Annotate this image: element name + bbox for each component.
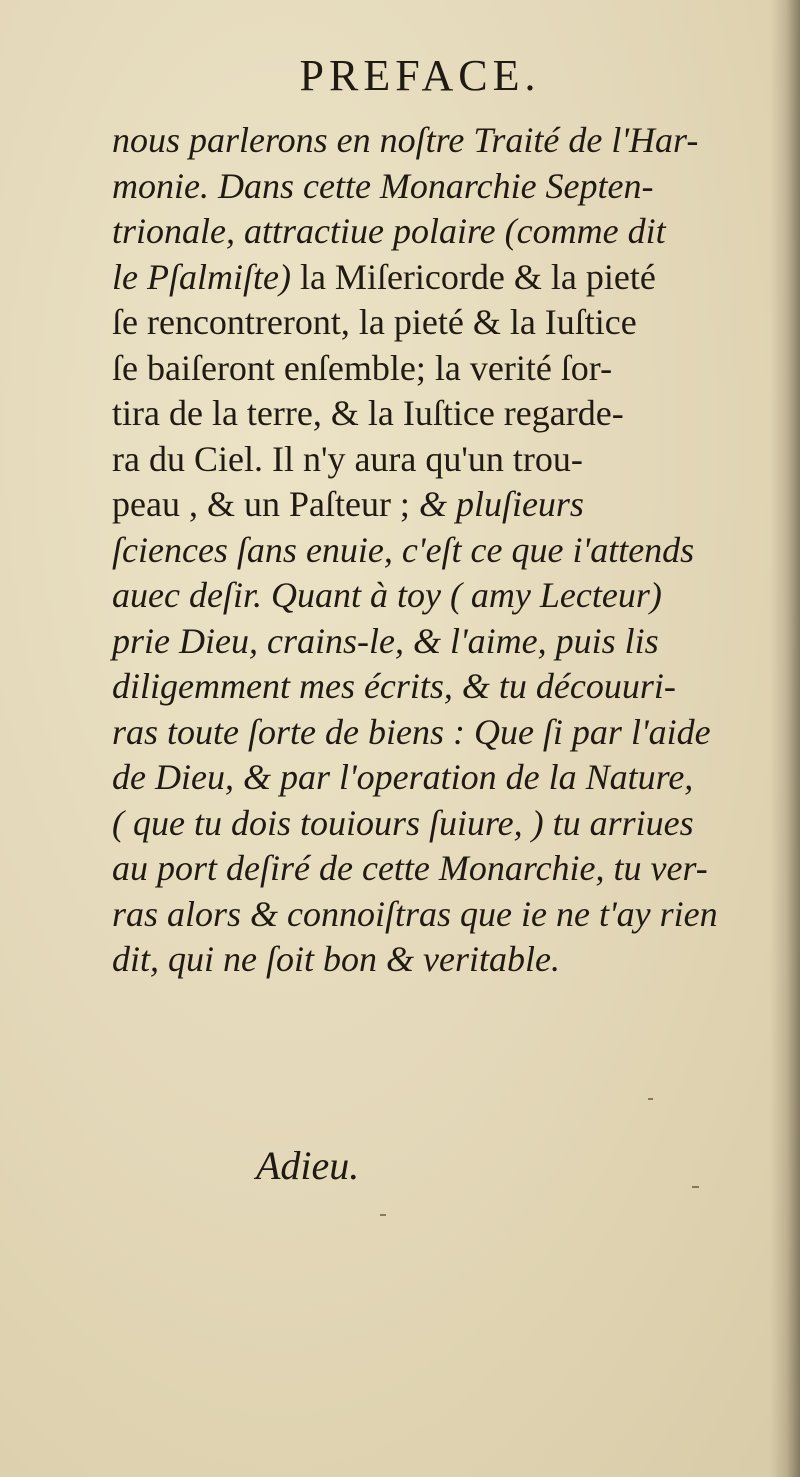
text-line [112, 664, 772, 710]
text-segment: peau , & un Paſteur ; [112, 484, 419, 524]
text-segment: ( que tu dois touiours ſuiure, ) tu arriues [112, 802, 694, 843]
text-segment: ſe baiſeront enſemble; la verité ſor- [112, 347, 613, 388]
text-line [112, 937, 772, 983]
text-segment: le Pſalmiſte) [112, 256, 300, 297]
text-segment: trionale, attractiue polaire (comme dit [112, 211, 666, 251]
text-segment: de Dieu, & par l'operation de la Nature, [112, 757, 694, 797]
text-segment: monie. Dans cette Monarchie Septen- [112, 165, 654, 206]
binding-shadow [770, 0, 800, 1477]
text-line [112, 300, 772, 346]
ink-speck [380, 1214, 386, 1216]
text-line [112, 437, 772, 483]
text-segment: prie Dieu, crains-le, & l'aime, puis lis [112, 620, 659, 661]
text-segment: ras toute ſorte de biens : Que ſi par l'aide [112, 711, 711, 752]
text-line [112, 892, 772, 938]
text-segment: ra du Ciel. Il n'y aura qu'un trou- [112, 438, 583, 479]
text-line [112, 346, 772, 392]
text-line [112, 528, 772, 574]
text-line [112, 255, 772, 301]
text-segment: nous parlerons en noſtre Traité de l'Har- [112, 120, 699, 160]
text-segment: ras alors & connoiſtras que ie ne t'ay rien [112, 893, 718, 934]
text-line [112, 710, 772, 756]
text-line [112, 755, 772, 801]
text-segment: ſe rencontreront, la pieté & la Iuſtice [112, 302, 637, 342]
text-segment: dit, qui ne ſoit bon & veritable. [112, 939, 560, 979]
text-segment: ſciences ſans enuie, c'eſt ce que i'attends [112, 529, 695, 570]
text-line [112, 846, 772, 892]
text-segment: au port deſiré de cette Monarchie, tu ver- [112, 848, 708, 888]
text-segment: tira de la terre, & la Iuſtice regarde- [112, 393, 624, 433]
running-head-title: PREFACE. [299, 51, 541, 100]
ink-speck [648, 1098, 653, 1100]
text-line [112, 482, 772, 528]
text-line [112, 391, 772, 437]
text-segment: auec deſir. Quant à toy ( amy Lecteur) [112, 575, 662, 615]
text-line [112, 118, 772, 164]
text-line [112, 801, 772, 847]
text-line [112, 164, 772, 210]
text-segment: & pluſieurs [418, 484, 584, 524]
body-text [112, 118, 772, 983]
text-line [112, 209, 772, 255]
text-segment: la Miſericorde & la pieté [299, 256, 656, 297]
text-line [112, 573, 772, 619]
text-line [112, 619, 772, 665]
text-segment: diligemment mes écrits, & tu découuri- [112, 666, 676, 706]
closing-adieu: Adieu. [256, 1143, 360, 1188]
ink-speck [692, 1186, 699, 1188]
